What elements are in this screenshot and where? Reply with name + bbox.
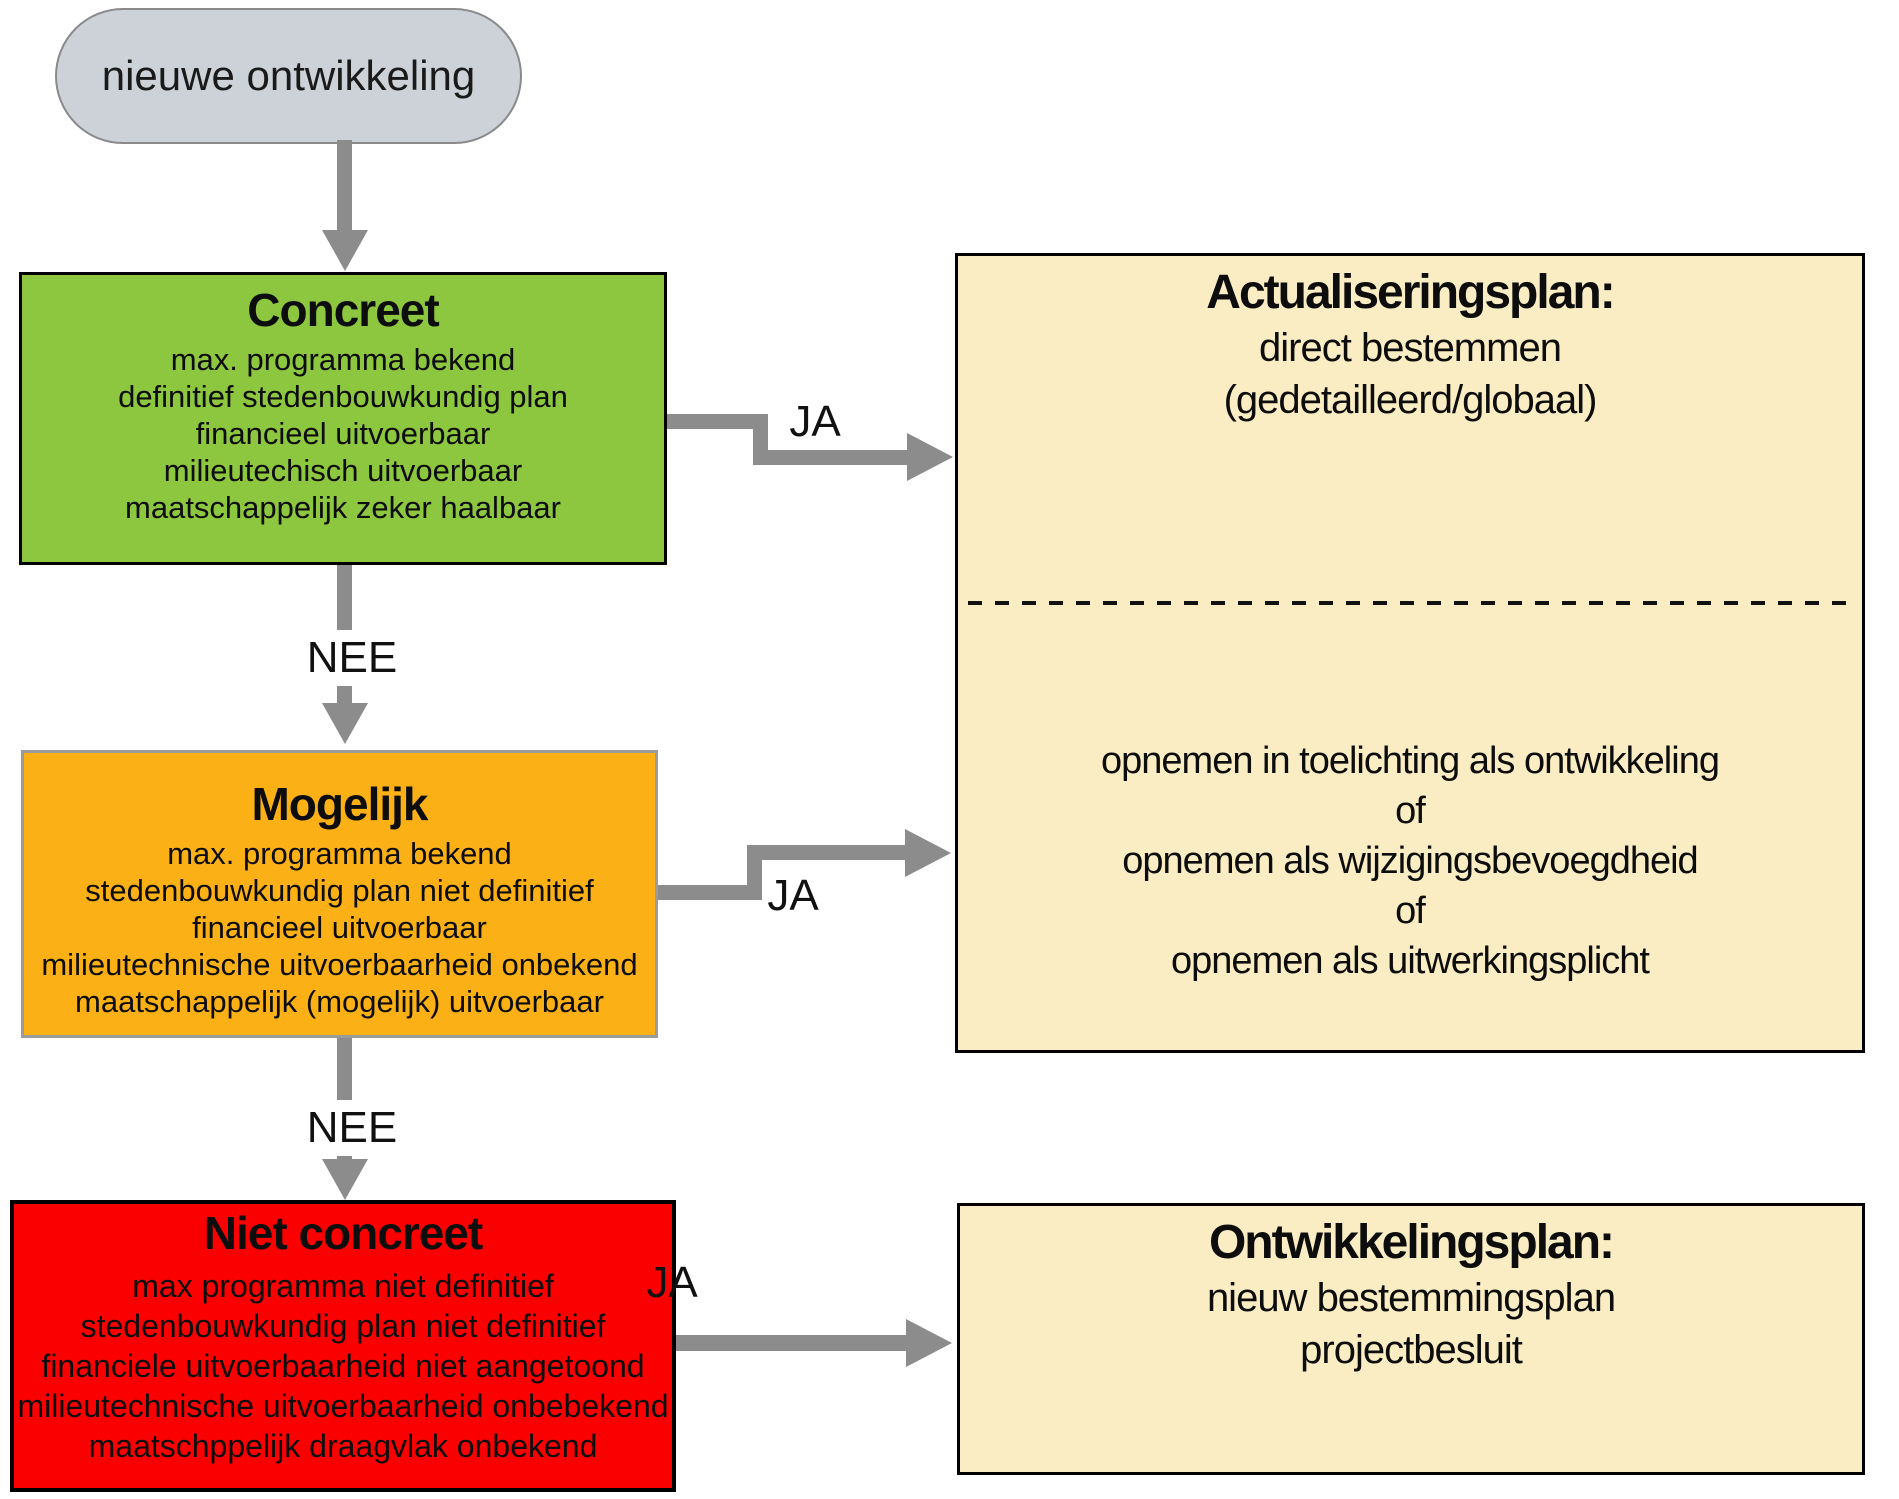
node-line: max programma niet definitief (132, 1268, 554, 1304)
node-concreet (19, 272, 667, 565)
node-line: milieutechisch uitvoerbaar (163, 453, 523, 488)
decision-label-nee-1: NEE (282, 630, 422, 686)
outcome-line: of (1395, 890, 1425, 932)
node-line: stedenbouwkundig plan niet definitief (80, 1308, 606, 1344)
outcome-ontwikkelingsplan-title: Ontwikkelingsplan: (1208, 1216, 1614, 1269)
node-line: definitief stedenbouwkundig plan (118, 379, 568, 414)
node-line: max. programma bekend (167, 836, 512, 871)
node-mogelijk-title: Mogelijk (251, 778, 428, 830)
outcome-line: direct bestemmen (1259, 326, 1561, 370)
node-line: maatschappelijk zeker haalbaar (125, 490, 561, 525)
arrow-concreet-ja-head (907, 433, 953, 481)
decision-label-nee-2: NEE (282, 1100, 422, 1156)
outcome-actualiseringsplan (955, 253, 1865, 1053)
node-mogelijk (21, 750, 658, 1038)
outcome-line: projectbesluit (1300, 1328, 1522, 1372)
arrow-start-to-concreet-head (322, 230, 368, 271)
arrow-concreet-ja-seg2 (753, 450, 910, 465)
arrow-nietconcreet-ja-line (676, 1335, 908, 1351)
node-line: financieel uitvoerbaar (195, 416, 491, 451)
outcome-ontwikkelingsplan (957, 1203, 1865, 1475)
node-concreet-lines (118, 341, 568, 526)
decision-label-ja-3: JA (646, 1258, 698, 1307)
dashed-divider (968, 601, 1852, 605)
node-concreet-title: Concreet (247, 284, 439, 336)
arrow-concreet-to-mogelijk-head (322, 703, 368, 744)
outcome-line: opnemen in toelichting als ontwikkeling (1101, 740, 1719, 782)
node-line: maatschappelijk (mogelijk) uitvoerbaar (75, 984, 604, 1019)
node-line: financiele uitvoerbaarheid niet aangetoond (41, 1348, 645, 1384)
node-line: max. programma bekend (170, 342, 516, 377)
start-terminator (55, 8, 522, 144)
outcome-line: of (1395, 790, 1425, 832)
decision-label-ja-1: JA (789, 397, 841, 446)
node-line: maatschppelijk draagvlak onbekend (88, 1428, 598, 1464)
outcome-line: opnemen als uitwerkingsplicht (1171, 940, 1649, 982)
node-line: stedenbouwkundig plan niet definitief (85, 873, 594, 908)
node-line: milieutechnische uitvoerbaarheid onbebekend (17, 1388, 669, 1424)
node-niet-concreet-lines (17, 1266, 668, 1466)
arrow-mogelijk-to-nietconcreet-head (322, 1159, 368, 1200)
outcome-actualiseringsplan-title: Actualiseringsplan: (1206, 266, 1614, 319)
node-niet-concreet-title: Niet concreet (203, 1207, 483, 1259)
node-mogelijk-lines (41, 835, 637, 1020)
arrow-nietconcreet-ja-head (906, 1319, 952, 1367)
outcome-line: (gedetailleerd/globaal) (1223, 378, 1597, 422)
node-niet-concreet (10, 1200, 676, 1492)
decision-label-ja-2: JA (767, 871, 819, 920)
arrow-mogelijk-ja-head (905, 829, 951, 877)
outcome-line: nieuw bestemmingsplan (1206, 1276, 1616, 1320)
start-label: nieuwe ontwikkeling (101, 52, 476, 99)
arrow-start-to-concreet-line (337, 140, 352, 232)
node-line: milieutechnische uitvoerbaarheid onbekend (41, 947, 638, 982)
outcome-actualiseringsplan-options (958, 736, 1862, 986)
node-line: financieel uitvoerbaar (192, 910, 487, 945)
outcome-line: opnemen als wijzigingsbevoegdheid (1122, 840, 1698, 882)
arrow-mogelijk-ja-seg2 (747, 845, 908, 860)
